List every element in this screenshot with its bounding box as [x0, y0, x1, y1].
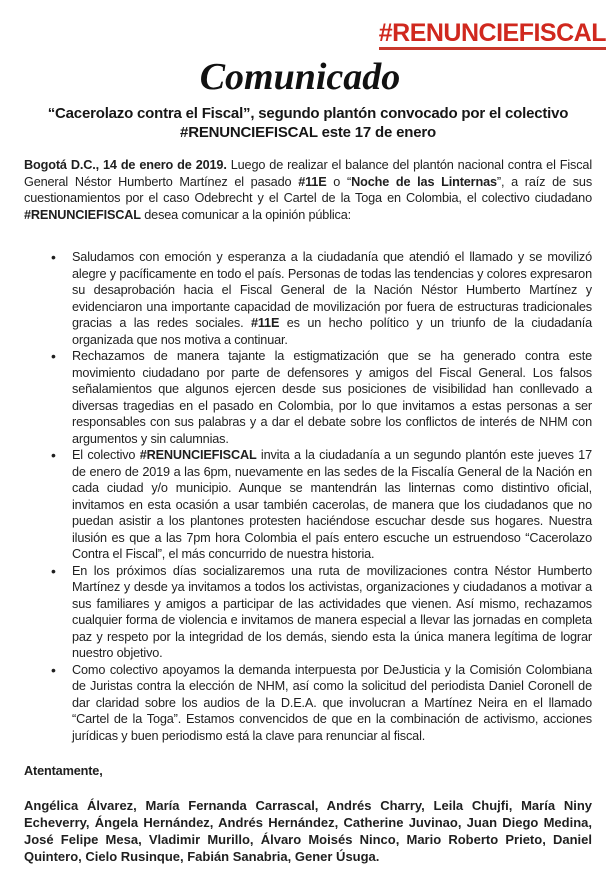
bullet-item-segundo-planton: • El colectivo #RENUNCIEFISCAL invita a la ciudadanía a un segundo plantón este jueves 17 de enero de 2019 a las 6pm, nuevamente en las sedes de la Fiscalía General de la Nación en cada ciudad y/o municipio. Aunque se mantendrán las linternas como distintivo oficial, invitamos en esta ocasión a usar también cacerolas, de manera que los ciudadanos que no puedan asistir a los plantones protesten haciéndose escuchar desde sus hogares. Nuestra ilusión es que a las 7pm hora Colombia el país entero escuche un estruendoso “Cacerolazo Contra el Fiscal”, el más concurrido de nuestra historia.: [72, 447, 592, 563]
bullet-item-ruta-movilizaciones: • En los próximos días socializaremos una ruta de movilizaciones contra Néstor Humberto Martínez y desde ya invitamos a todos los activistas, organizaciones y ciudadanos a motivar a sus familiares y amigos a participar de las actividades que vienen. Así mismo, rechazamos cualquier forma de violencia e invitamos de manera especial a llevar las jornadas en completa paz y respeto por la integridad de los demás, siendo esta la única manera legítima de lograr nuestro objetivo.: [72, 563, 592, 662]
intro-paragraph: Bogotá D.C., 14 de enero de 2019. Luego de realizar el balance del plantón nacional contra el Fiscal General Néstor Humberto Martínez el pasado #11E o “Noche de las Linternas”, a raíz de sus cuestionamientos por el caso Odebrecht y el Cartel de la Toga en Colombia, el colectivo ciudadano #RENUNCIEFISCAL desea comunicar a la opinión pública:: [24, 158, 593, 222]
closing-salutation: Atentamente,: [24, 764, 103, 779]
subtitle-line-1: “Cacerolazo contra el Fiscal”, segundo plantón convocado por el colectivo: [47, 105, 569, 123]
bullet-item-saludamos: • Saludamos con emoción y esperanza a la ciudadanía que atendió el llamado y se movilizó alegre y pacíficamente en todo el país. Personas de todas las tendencias y colores expresaron su desaprobación hacia el Fiscal General de la Nación Néstor Humberto Martínez y evidenciaron una importante capacidad de movilización por fuera de estructuras tradicionales gracias a las redes sociales. #11E es un hecho político y un triunfo de la ciudadanía organizada que nos motiva a continuar.: [72, 249, 592, 348]
hashtag-header-row: [0, 20, 616, 50]
hashtag-header: #RENUNCIEFISCAL: [379, 20, 606, 50]
signatories-paragraph: Angélica Álvarez, María Fernanda Carrascal, Andrés Charry, Leila Chujfi, María Niny Echeverry, Ángela Hernández, Andrés Hernández, Catherine Juvinao, Juan Diego Medina, José Felipe Mesa, Vladimir Murillo, Álvaro Moisés Ninco, Mario Roberto Prieto, Daniel Quintero, Cielo Rusinque, Fabián Sanabria, Gener Úsuga.: [24, 797, 592, 864]
bullet-item-apoyo-demanda: • Como colectivo apoyamos la demanda interpuesta por DeJusticia y la Comisión Colombiana de Juristas contra la elección de NHM, así como la solicitud del periodista Daniel Coronell de dar claridad sobre los audios de la D.E.A. que involucran a Martínez Neira en el llamado “Cartel de la Toga”. Estamos convencidos de que en la combinación de activismo, acciones jurídicas y buen periodismo está la clave para renunciar al fiscal.: [72, 662, 592, 745]
document-title: Comunicado: [199, 56, 401, 99]
document-subtitle: [0, 104, 616, 142]
bullet-list: [24, 249, 592, 744]
bullet-item-rechazamos-estigmatizacion: • Rechazamos de manera tajante la estigmatización que se ha generado contra este movimiento ciudadano por parte de defensores y amigos del Fiscal General. Los falsos señalamientos que algunos ejercen desde sus posiciones de visibilidad han conllevado a diversas tragedias en el pasado en Colombia, por lo que invitamos a estas personas a ser responsables con sus palabras y a dar el debate sobre los conflictos de interés de NHM con argumentos y sin calumnias.: [72, 348, 592, 447]
subtitle-line-2: #RENUNCIEFISCAL este 17 de enero: [180, 124, 436, 142]
